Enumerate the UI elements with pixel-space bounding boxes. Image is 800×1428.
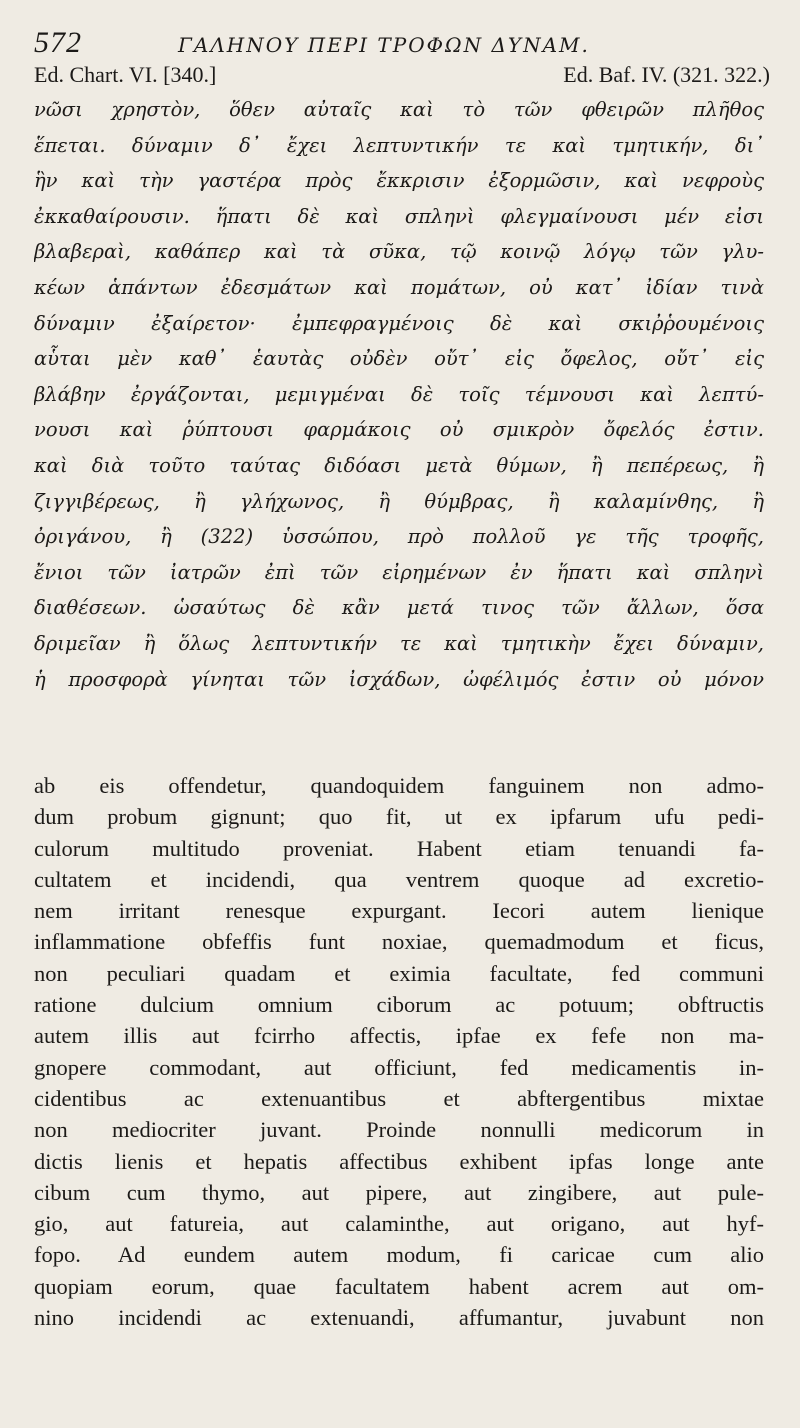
greek-line: βλάβην ἐργάζονται, μεμιγμέναι δὲ τοῖς τέμνουσι καὶ λεπτύ- (34, 382, 764, 406)
greek-line: ἐκκαθαίρουσιν. ἥπατι δὲ καὶ σπληνὶ φλεγμαίνουσι μέν εἰσι (34, 204, 764, 228)
greek-line: ζιγγιβέρεως, ἢ γλήχωνος, ἢ θύμβρας, ἢ καλαμίνθης, ἢ (34, 489, 764, 513)
latin-line: nino incidendi ac extenuandi, affumantur, juvabunt non (34, 1305, 764, 1331)
latin-line: cibum cum thymo, aut pipere, aut zingibere, aut pule- (34, 1179, 764, 1205)
latin-line: non mediocriter juvant. Proinde nonnulli medicorum in (34, 1117, 764, 1143)
greek-line: ἣν καὶ τὴν γαστέρα πρὸς ἔκκρισιν ἐξορμῶσιν, καὶ νεφροὺς (34, 169, 764, 193)
latin-line: quopiam eorum, quae facultatem habent acrem aut om- (34, 1273, 764, 1299)
greek-line: ὀριγάνου, ἢ (322) ὑσσώπου, πρὸ πολλοῦ γε τῆς τροφῆς, (34, 525, 764, 549)
latin-line: dictis lienis et hepatis affectibus exhibent ipfas longe ante (34, 1148, 764, 1174)
greek-line: ἕπεται. δύναμιν δ᾽ ἔχει λεπτυντικήν τε καὶ τμητικήν, δι᾽ (34, 133, 764, 157)
latin-line: non peculiari quadam et eximia facultate, fed communi (34, 960, 764, 986)
edition-right: Ed. Baf. IV. (321. 322.) (563, 62, 770, 87)
greek-line: καὶ διὰ τοῦτο ταύτας διδόασι μετὰ θύμων, ἢ πεπέρεως, ἢ (34, 453, 764, 477)
latin-line: ratione dulcium omnium ciborum ac potuum; obftructis (34, 992, 764, 1018)
greek-line: δύναμιν ἐξαίρετον· ἐμπεφραγμένοις δὲ καὶ σκιῤῥουμένοις (34, 311, 764, 335)
greek-line: νῶσι χρηστὸν, ὅθεν αὐταῖς καὶ τὸ τῶν φθειρῶν πλῆθος (34, 98, 764, 121)
latin-line: dum probum gignunt; quo fit, ut ex ipfarum ufu pedi- (34, 804, 764, 830)
latin-line: inflammatione obfeffis funt noxiae, quemadmodum et ficus, (34, 929, 764, 955)
latin-line: fopo. Ad eundem autem modum, fi caricae cum alio (34, 1242, 764, 1268)
latin-line: gio, aut fatureia, aut calaminthe, aut origano, aut hyf- (34, 1211, 764, 1237)
page-title: ΓΑΛΗΝΟΥ ΠΕΡΙ ΤΡΟΦΩΝ ΔΥΝΑΜ. (178, 33, 590, 57)
greek-line: αὗται μὲν καθ᾽ ἑαυτὰς οὐδὲν οὔτ᾽ εἰς ὄφελος, οὔτ᾽ εἰς (34, 347, 764, 371)
greek-line: διαθέσεων. ὡσαύτως δὲ κἂν μετά τινος τῶν ἄλλων, ὅσα (34, 596, 764, 620)
greek-line: κέων ἁπάντων ἐδεσμάτων καὶ πομάτων, οὐ κατ᾽ ἰδίαν τινὰ (34, 275, 764, 299)
edition-line (34, 62, 770, 92)
latin-line: cultatem et incidendi, qua ventrem quoque ad excretio- (34, 866, 764, 892)
latin-line: cidentibus ac extenuantibus et abftergentibus mixtae (34, 1085, 764, 1111)
latin-line: nem irritant renesque expurgant. Iecori autem lienique (34, 898, 764, 924)
greek-text-block (34, 92, 770, 697)
greek-line: βλαβεραὶ, καθάπερ καὶ τὰ σῦκα, τῷ κοινῷ λόγῳ τῶν γλυ- (34, 240, 764, 264)
greek-line: δριμεῖαν ἢ ὅλως λεπτυντικήν τε καὶ τμητικὴν ἔχει δύναμιν, (34, 631, 764, 655)
greek-line: ἡ προσφορὰ γίνηται τῶν ἰσχάδων, ὠφέλιμός ἐστιν οὐ μόνον (34, 667, 764, 691)
latin-line: ab eis offendetur, quandoquidem fanguinem non admo- (34, 773, 764, 798)
latin-line: culorum multitudo proveniat. Habent etiam tenuandi fa- (34, 835, 764, 861)
greek-line: ἔνιοι τῶν ἰατρῶν ἐπὶ τῶν εἰρημένων ἐν ἥπατι καὶ σπληνὶ (34, 560, 764, 584)
greek-line: νουσι καὶ ῥύπτουσι φαρμάκοις οὐ σμικρὸν ὄφελός ἐστιν. (34, 418, 764, 442)
latin-line: gnopere commodant, aut officiunt, fed medicamentis in- (34, 1054, 764, 1080)
edition-left: Ed. Chart. VI. [340.] (34, 62, 217, 87)
latin-line: autem illis aut fcirrho affectis, ipfae ex fefe non ma- (34, 1023, 764, 1049)
running-head (34, 26, 770, 60)
latin-text-block (34, 770, 764, 1333)
page-number: 572 (34, 26, 82, 59)
